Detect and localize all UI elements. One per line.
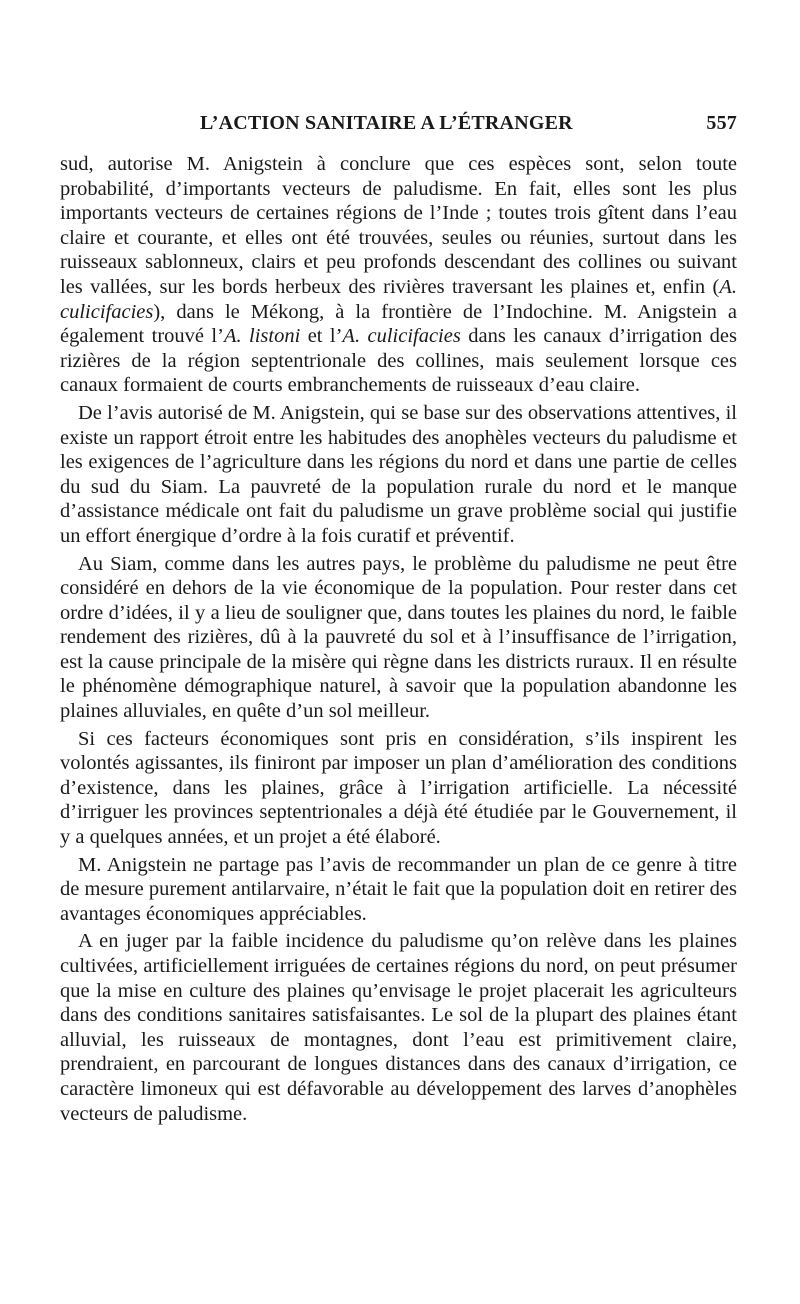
paragraph-6: A en juger par la faible incidence du paludisme qu’on relève dans les plaines cultivées, artificiellement irriguées de certaines régions du nord, on peut présumer que la mise en culture des plaines qu’envisage le projet placerait les agriculteurs dans des conditions sanitaires satisfaisantes. Le sol de la plupart des plaines étant alluvial, les ruisseaux de montagnes, dont l’eau est primitivement claire, prendraient, en parcourant de longues distances dans des canaux d’irrigation, ce caractère limoneux qui est défavorable au développement des larves d’anophèles vecteurs de paludisme. xyxy=(60,930,737,1125)
species-name: A. culicifacies xyxy=(60,275,737,323)
running-title: L’ACTION SANITAIRE A L’ÉTRANGER xyxy=(200,112,573,134)
paragraph-2: De l’avis autorisé de M. Anigstein, qui se base sur des observations attentives, il existe un rapport étroit entre les habitudes des anophèles vecteurs du paludisme et les exigences de l’agriculture dans les régions du nord et dans une partie de celles du sud du Siam. La pauvreté de la population rurale du nord et le manque d’assistance médicale ont fait du paludisme un grave problème social qui justifie un effort énergique d’ordre à la fois curatif et préventif. xyxy=(60,401,737,547)
paragraph-1 xyxy=(60,152,737,398)
paragraph-1-text-a: sud, autorise M. Anigstein à conclure que ces espèces sont, selon toute probabilité, d’importants vecteurs de paludisme. En fait, elles sont les plus importants vecteurs de certaines régions de l’Inde ; toutes trois gîtent dans l’eau claire et courante, et elles ont été trouvées, seules ou réunies, surtout dans les ruisseaux sablonneux, clairs et peu profonds descendant des collines ou suivant les vallées, sur les bords herbeux des rivières traversant les plaines et, enfin ( xyxy=(60,153,737,298)
body-text xyxy=(60,152,737,1126)
species-name: A. culicifacies xyxy=(342,325,461,348)
page-number: 557 xyxy=(706,112,737,134)
running-header xyxy=(60,112,737,142)
paragraph-1-text-c: et l’ xyxy=(300,325,343,348)
paragraph-5: M. Anigstein ne partage pas l’avis de recommander un plan de ce genre à titre de mesure purement antilarvaire, n’était le fait que la population doit en retirer des avantages économiques appréciables. xyxy=(60,853,737,925)
paragraph-3: Au Siam, comme dans les autres pays, le problème du paludisme ne peut être considéré en dehors de la vie économique de la population. Pour rester dans cet ordre d’idées, il y a lieu de souligner que, dans toutes les plaines du nord, le faible rendement des rizières, dû à la pauvreté du sol et à l’insuffisance de l’irrigation, est la cause principale de la misère qui règne dans les districts ruraux. Il en résulte le phénomène démographique naturel, à savoir que la population abandonne les plaines alluviales, en quête d’un sol meilleur. xyxy=(60,552,737,723)
paragraph-1-text-b: ), dans le Mékong, à la frontière de l’Indochine. M. Anigstein a également trouvé l’ xyxy=(60,300,737,348)
book-page xyxy=(60,112,737,1126)
species-name: A. listoni xyxy=(223,325,301,348)
paragraph-1-text-d: dans les canaux d’irrigation des rizières de la région septentrionale des collines, mais seulement lorsque ces canaux formaient de courts embranchements de ruisseaux d’eau claire. xyxy=(60,325,737,397)
paragraph-4: Si ces facteurs économiques sont pris en considération, s’ils inspirent les volontés agissantes, ils finiront par imposer un plan d’amélioration des conditions d’existence, dans les plaines, grâce à l’irrigation artificielle. La nécessité d’irriguer les provinces septentrionales a déjà été étudiée par le Gouvernement, il y a quelques années, et un projet a été élaboré. xyxy=(60,727,737,849)
